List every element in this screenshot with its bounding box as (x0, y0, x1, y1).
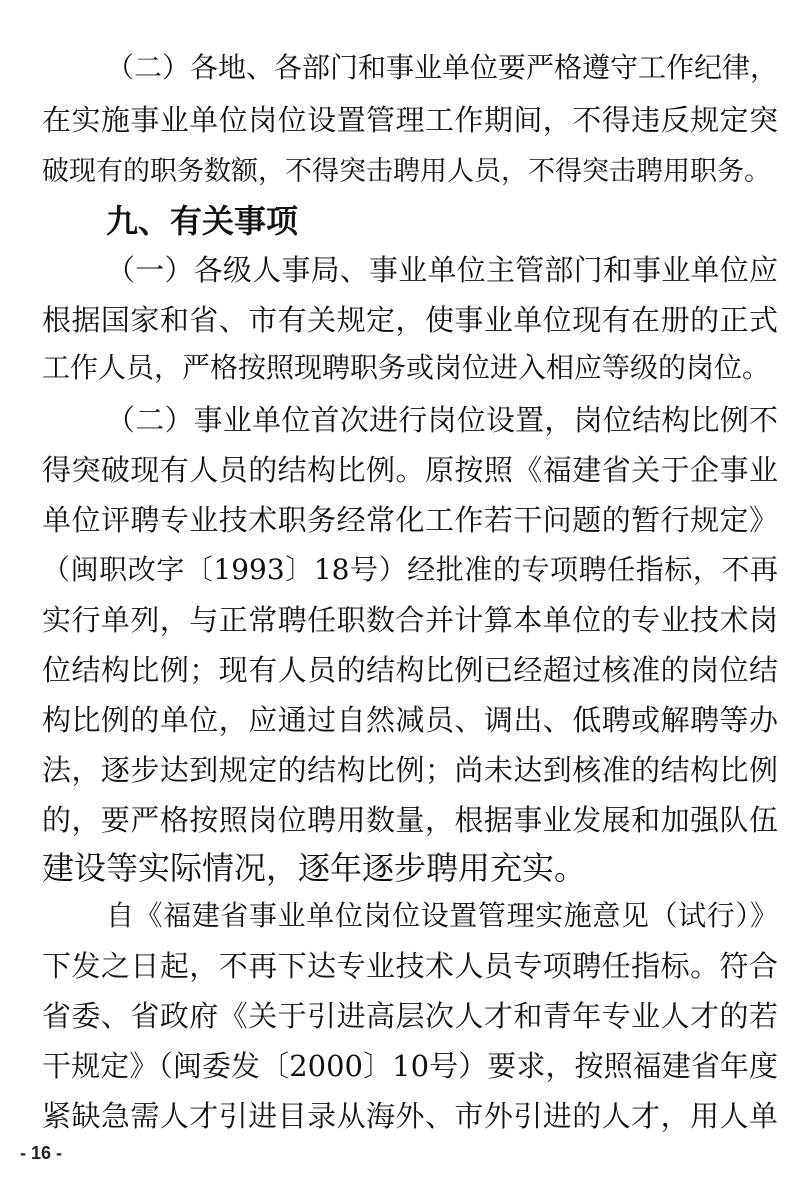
paragraph-line: 的，要严格按照岗位聘用数量，根据事业发展和加强队伍 (42, 803, 778, 837)
paragraph-line: （一）各级人事局、事业单位主管部门和事业单位应 (106, 253, 778, 287)
paragraph-line: 得突破现有人员的结构比例。原按照《福建省关于企事业 (42, 453, 778, 487)
paragraph-line: 建设等实际情况，逐年逐步聘用充实。 (42, 849, 587, 887)
paragraph-line: （二）各地、各部门和事业单位要严格遵守工作纪律， (106, 51, 778, 84)
paragraph-line: 省委、省政府《关于引进高层次人才和青年专业人才的若 (42, 999, 778, 1033)
paragraph-line: 自《福建省事业单位岗位设置管理实施意见（试行）》 (106, 899, 778, 932)
paragraph-line: （闽职改字〔1993〕18号）经批准的专项聘任指标，不再 (42, 553, 778, 586)
page-number: - 16 - (20, 1143, 63, 1163)
section-heading: 九、有关事项 (106, 202, 299, 240)
paragraph-line: 工作人员，严格按照现聘职务或岗位进入相应等级的岗位。 (42, 351, 771, 384)
paragraph-line: 下发之日起，不再下达专业技术人员专项聘任指标。符合 (42, 949, 778, 983)
paragraph-line: 破现有的职务数额，不得突击聘用人员，不得突击聘用职务。 (42, 156, 771, 187)
paragraph-line: 实行单列，与正常聘任职数合并计算本单位的专业技术岗 (42, 603, 778, 637)
paragraph-line: 单位评聘专业技术职务经常化工作若干问题的暂行规定》 (42, 503, 778, 537)
paragraph-line: 位结构比例；现有人员的结构比例已经超过核准的岗位结 (42, 653, 778, 687)
paragraph-line: 法，逐步达到规定的结构比例；尚未达到核准的结构比例 (42, 753, 778, 787)
paragraph-line: （二）事业单位首次进行岗位设置，岗位结构比例不 (106, 403, 778, 437)
paragraph-line: 干规定》（闽委发〔2000〕10号）要求，按照福建省年度 (42, 1049, 778, 1083)
paragraph-line: 根据国家和省、市有关规定，使事业单位现有在册的正式 (42, 303, 778, 337)
paragraph-line: 紧缺急需人才引进目录从海外、市外引进的人才，用人单 (42, 1099, 778, 1133)
paragraph-line: 构比例的单位，应通过自然减员、调出、低聘或解聘等办 (42, 703, 778, 737)
paragraph-line: 在实施事业单位岗位设置管理工作期间，不得违反规定突 (42, 103, 778, 137)
